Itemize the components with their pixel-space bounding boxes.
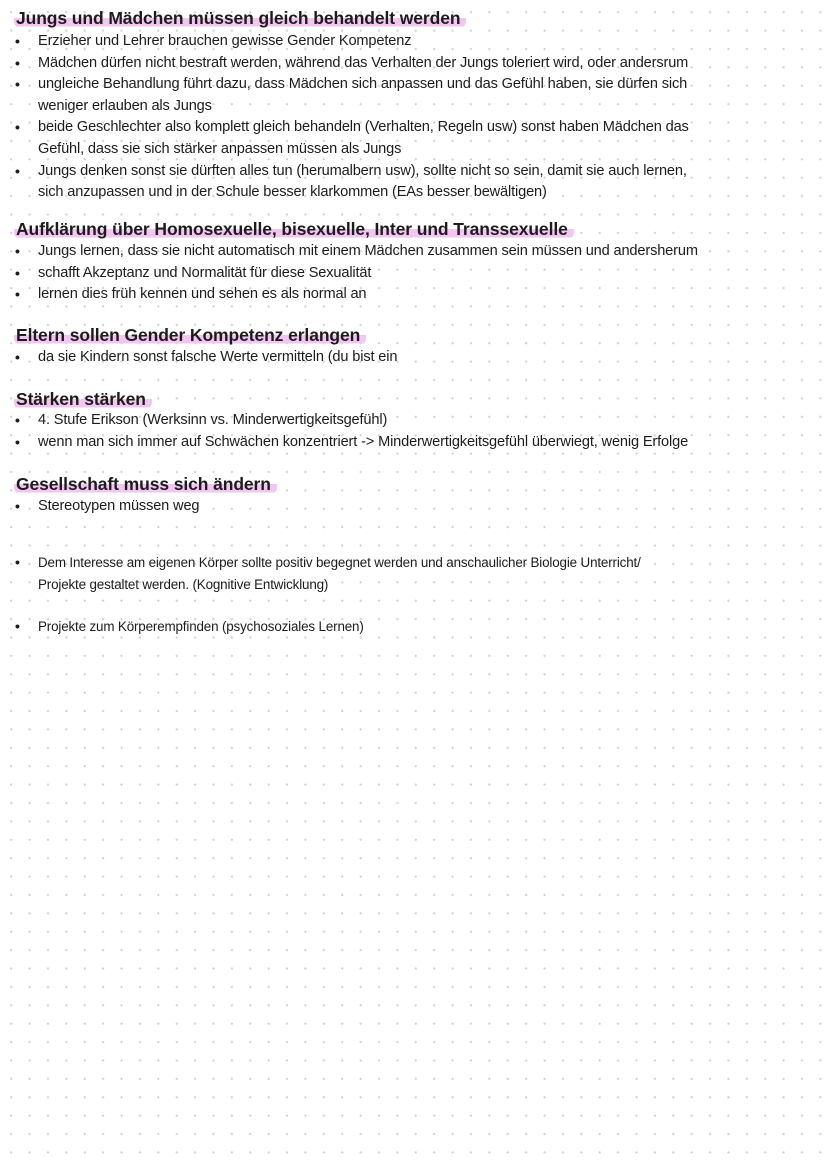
list-item: [0, 496, 828, 518]
extra-list-koerper: [0, 552, 828, 595]
section-heading-eltern: Eltern sollen Gender Kompetenz erlangen: [14, 324, 366, 346]
list-item: [0, 31, 828, 53]
bullet-icon: •: [15, 76, 20, 93]
list-item-text: Erzieher und Lehrer brauchen gewisse Gender Kompetenz: [38, 33, 412, 49]
list-item: [0, 552, 828, 595]
bullet-icon: •: [15, 119, 20, 136]
section-list-eltern: [0, 347, 828, 369]
list-item: [0, 161, 828, 204]
bullet-icon: •: [15, 554, 20, 570]
list-item: [0, 117, 828, 160]
list-item: [0, 410, 828, 432]
bullet-icon: •: [15, 286, 20, 303]
list-item: [0, 284, 828, 306]
bullet-icon: •: [15, 498, 20, 514]
section-heading-gesellschaft: Gesellschaft muss sich ändern: [14, 473, 277, 495]
section-heading-staerken: Stärken stärken: [14, 388, 152, 410]
section-list-staerken: [0, 410, 828, 453]
list-item-text: Stereotypen müssen weg: [38, 498, 200, 514]
section-list-aufklaerung: [0, 241, 828, 306]
bullet-icon: •: [15, 54, 20, 71]
list-item-text: Projekte gestaltet werden. (Kognitive Entwicklung): [38, 576, 329, 592]
list-item: [0, 347, 828, 369]
bullet-icon: •: [15, 433, 20, 450]
list-item-text: ungleiche Behandlung führt dazu, dass Mädchen sich anpassen und das Gefühl haben, sie dürfen sich: [38, 76, 688, 93]
list-item-text: sich anzupassen und in der Schule besser klarkommen (EAs besser bewältigen): [38, 184, 547, 201]
list-item-text: Gefühl, dass sie sich stärker anpassen müssen als Jungs: [38, 140, 402, 157]
list-item-text: weniger erlauben als Jungs: [38, 97, 212, 114]
list-item: [0, 53, 828, 75]
section-heading-aufklaerung: Aufklärung über Homosexuelle, bisexuelle, Inter und Transsexuelle: [14, 218, 574, 240]
bullet-icon: •: [15, 162, 20, 179]
section-list-gleichbehandlung: [0, 31, 828, 204]
bullet-icon: •: [15, 264, 20, 281]
list-item-text: Jungs lernen, dass sie nicht automatisch mit einem Mädchen zusammen sein müssen und andersherum: [38, 243, 698, 259]
section-list-gesellschaft: [0, 496, 828, 518]
list-item-text: schafft Akzeptanz und Normalität für diese Sexualität: [38, 264, 372, 281]
bullet-icon: •: [15, 412, 20, 428]
bullet-icon: •: [15, 33, 20, 49]
list-item-text: beide Geschlechter also komplett gleich behandeln (Verhalten, Regeln usw) sonst haben Mädchen das: [38, 119, 689, 136]
bullet-icon: •: [15, 349, 20, 365]
list-item-text: Dem Interesse am eigenen Körper sollte positiv begegnet werden und anschaulicher Biologie Unterricht/: [38, 555, 641, 570]
list-item-text: da sie Kindern sonst falsche Werte vermitteln (du bist ein: [38, 349, 398, 365]
list-item-text: lernen dies früh kennen und sehen es als normal an: [38, 286, 367, 303]
list-item-text: wenn man sich immer auf Schwächen konzentriert -> Minderwertigkeitsgefühl überwiegt, wenig Erfolge: [38, 433, 689, 450]
list-item-text: Jungs denken sonst sie dürften alles tun (herumalbern usw), sollte nicht so sein, damit sie auch lernen,: [38, 162, 687, 179]
list-item-text: 4. Stufe Erikson (Werksinn vs. Minderwertigkeitsgefühl): [38, 412, 388, 428]
bullet-icon: •: [15, 243, 20, 259]
list-item: [0, 432, 828, 454]
list-item-text: Projekte zum Körperempfinden (psychosoziales Lernen): [38, 619, 364, 634]
list-item: [0, 241, 828, 263]
extra-list-projekte: [0, 616, 828, 638]
list-item: [0, 616, 828, 638]
list-item: [0, 263, 828, 285]
bullet-icon: •: [15, 618, 20, 634]
list-item: [0, 74, 828, 117]
section-heading-gleichbehandlung: Jungs und Mädchen müssen gleich behandelt werden: [14, 7, 466, 29]
list-item-text: Mädchen dürfen nicht bestraft werden, während das Verhalten der Jungs toleriert wird, oder andersrum: [38, 54, 689, 71]
